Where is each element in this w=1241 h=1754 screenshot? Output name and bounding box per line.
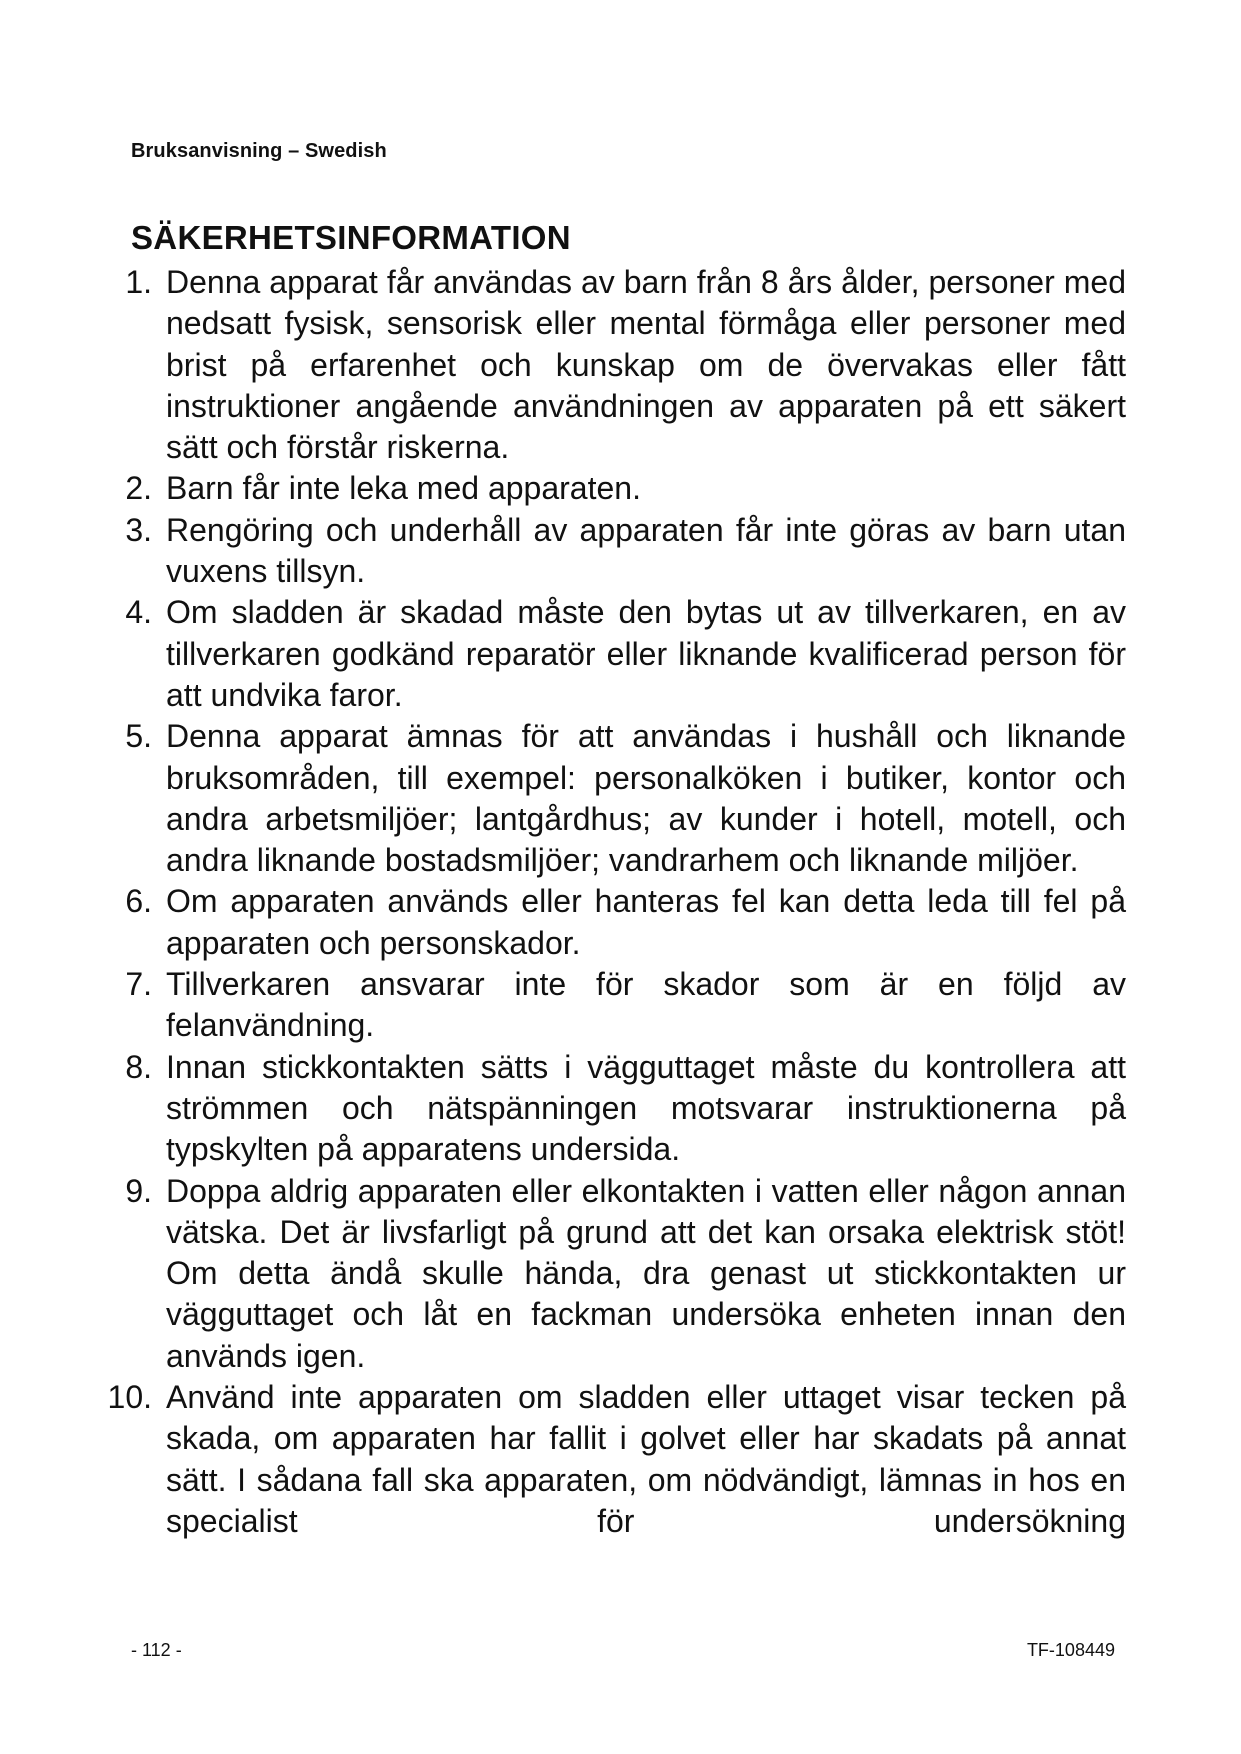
list-item: [0, 468, 1241, 509]
item-number: 4.: [125, 594, 152, 631]
item-text: Innan stickkontakten sätts i vägguttaget måste du kontrollera att strömmen och nätspänningen motsvarar instruktionerna på typskylten på apparatens undersida.: [166, 1048, 1126, 1168]
item-text: Om sladden är skadad måste den bytas ut av tillverkaren, en av tillverkaren godkänd reparatör eller liknande kvalificerad person för att undvika faror.: [166, 594, 1126, 713]
section-title: SÄKERHETSINFORMATION: [131, 219, 571, 256]
item-text: Doppa aldrig apparaten eller elkontakten i vatten eller någon annan vätska. Det är livsfarligt på grund att det kan orsaka elektrisk stöt! Om detta ändå skulle hända, dra genast ut stickkontakten ur vägguttaget och låt en fackman undersöka enheten innan den används igen.: [166, 1172, 1126, 1374]
page-number: - 112 -: [131, 1640, 182, 1660]
item-number: 6.: [125, 883, 152, 920]
list-item: [0, 1047, 1241, 1171]
document-code: TF-108449: [1026, 1640, 1115, 1660]
list-item: [0, 262, 1241, 468]
safety-list: [0, 262, 1241, 1542]
item-number: 3.: [125, 511, 152, 548]
list-item: [0, 510, 1241, 593]
item-text: Använd inte apparaten om sladden eller uttaget visar tecken på skada, om apparaten har fallit i golvet eller har skadats på annat sätt. I sådana fall ska apparaten, om nödvändigt, lämnas in hos en specialist för undersökning: [166, 1379, 1126, 1539]
list-item: [0, 1171, 1241, 1377]
item-text: Barn får inte leka med apparaten.: [166, 470, 641, 507]
item-number: 10.: [107, 1379, 152, 1416]
item-text: Rengöring och underhåll av apparaten får inte göras av barn utan vuxens tillsyn.: [166, 511, 1126, 590]
list-item: [0, 716, 1241, 881]
list-item: [0, 592, 1241, 716]
item-text: Denna apparat får användas av barn från 8 års ålder, personer med nedsatt fysisk, sensorisk eller mental förmåga eller personer med brist på erfarenhet och kunskap om de övervakas eller fått instruktioner angående användningen av apparaten på ett säkert sätt och förstår riskerna.: [166, 264, 1126, 466]
item-number: 9.: [125, 1172, 152, 1209]
document-header: Bruksanvisning – Swedish: [131, 140, 387, 162]
item-number: 2.: [125, 470, 152, 507]
list-item: [0, 1377, 1241, 1542]
item-text: Tillverkaren ansvarar inte för skador som är en följd av felanvändning.: [166, 966, 1126, 1044]
list-item: [0, 964, 1241, 1047]
list-item: [0, 881, 1241, 964]
item-text: Denna apparat ämnas för att användas i hushåll och liknande bruksområden, till exempel: personalköken i butiker, kontor och andra arbetsmiljöer; lantgårdhus; av kunder i hotell, motell, och andra liknande bostadsmiljöer; vandrarhem och liknande miljöer.: [166, 718, 1126, 879]
item-text: Om apparaten används eller hanteras fel kan detta leda till fel på apparaten och personskador.: [166, 883, 1126, 961]
item-number: 7.: [125, 966, 152, 1003]
item-number: 8.: [125, 1048, 152, 1085]
item-number: 1.: [125, 264, 152, 300]
item-number: 5.: [125, 718, 152, 755]
